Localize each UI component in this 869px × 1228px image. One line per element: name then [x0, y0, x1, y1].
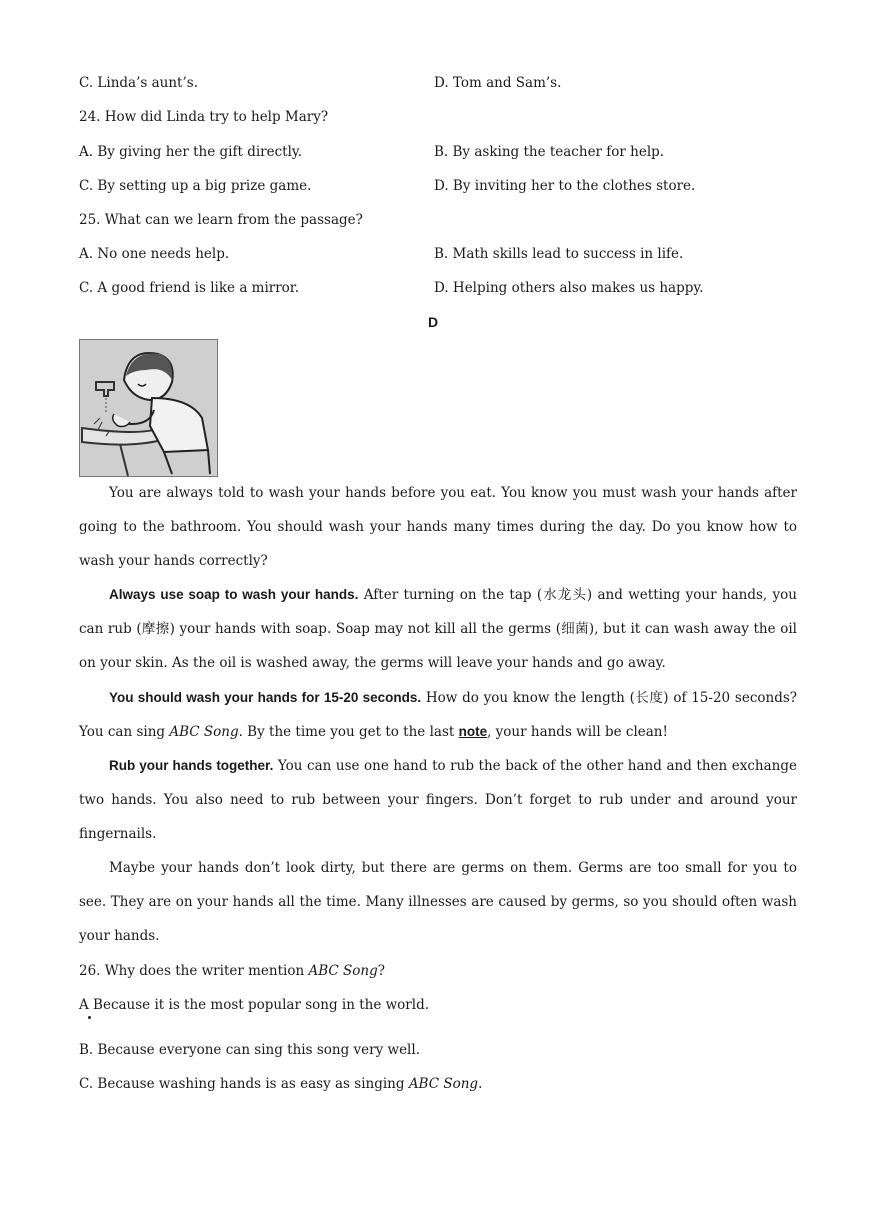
underlined-word: note — [458, 724, 488, 739]
boy-washing-hands-icon — [80, 340, 217, 476]
section-heading: D — [428, 314, 439, 330]
option-text: . — [478, 1076, 483, 1092]
passage-paragraph-3 — [79, 681, 797, 749]
q26-option-c — [79, 1075, 482, 1093]
question-text: 26. Why does the writer mention — [79, 963, 309, 979]
option-text: C. Because washing hands is as easy as singing — [79, 1076, 409, 1092]
paragraph-lead: You should wash your hands for 15-20 seconds. — [109, 690, 422, 705]
song-title: ABC Song — [308, 963, 378, 979]
q24-option-b: B. By asking the teacher for help. — [434, 144, 665, 160]
q25-option-c: C. A good friend is like a mirror. — [79, 280, 300, 296]
paragraph-lead: Always use soap to wash your hands. — [109, 587, 359, 602]
paragraph-text: Maybe your hands don’t look dirty, but there are germs on them. Germs are too small for you to see. They are on your hands all the time. Many illnesses are caused by germs, so you should often wash your hands. — [79, 860, 797, 944]
stray-dot — [88, 1016, 91, 1019]
passage-paragraph-4 — [79, 749, 797, 851]
q26-option-a: A Because it is the most popular song in the world. — [79, 997, 429, 1013]
passage-paragraph-2 — [79, 578, 797, 680]
paragraph-text: How do you know the length (长度) of 15-20 seconds? You can sing — [79, 690, 798, 740]
passage-paragraph-5 — [79, 851, 797, 953]
q25-option-a: A. No one needs help. — [79, 246, 230, 262]
paragraph-text: , your hands will be clean! — [487, 724, 668, 740]
passage-paragraph-1 — [79, 476, 797, 578]
q24-option-d: D. By inviting her to the clothes store. — [434, 178, 696, 194]
q24-option-a: A. By giving her the gift directly. — [79, 144, 303, 160]
q24-option-c: C. By setting up a big prize game. — [79, 178, 312, 194]
boy-washing-hands-illustration — [79, 339, 218, 477]
q23-option-d: D. Tom and Sam’s. — [434, 75, 562, 91]
q25-option-d: D. Helping others also makes us happy. — [434, 280, 704, 296]
paragraph-text: You are always told to wash your hands before you eat. You know you must wash your hands after going to the bathroom. You should wash your hands many times during the day. Do you know how to wash your hands correctly? — [79, 485, 797, 569]
paragraph-lead: Rub your hands together. — [109, 758, 274, 773]
song-title: ABC Song — [408, 1076, 479, 1092]
q25-question: 25. What can we learn from the passage? — [79, 212, 363, 228]
paragraph-text: . By the time you get to the last — [238, 724, 459, 740]
question-text: ? — [377, 963, 385, 979]
q26-question — [79, 962, 385, 980]
q26-option-b: B. Because everyone can sing this song very well. — [79, 1042, 420, 1058]
song-title: ABC Song — [169, 724, 239, 740]
q23-option-c: C. Linda’s aunt’s. — [79, 75, 198, 91]
q24-question: 24. How did Linda try to help Mary? — [79, 109, 329, 125]
q25-option-b: B. Math skills lead to success in life. — [434, 246, 684, 262]
paragraph-text: You can use one hand to rub the back of the other hand and then exchange two hands. You also need to rub between your fingers. Don’t forget to rub under and around your fingernails. — [79, 758, 797, 842]
paragraph-text: After turning on the tap (水龙头) and wetting your hands, you can rub (摩擦) your hands with soap. Soap may not kill all the germs (细菌), but it can wash away the oil on your skin. As the oil is washed away, the germs will leave your hands and go away. — [79, 587, 797, 671]
